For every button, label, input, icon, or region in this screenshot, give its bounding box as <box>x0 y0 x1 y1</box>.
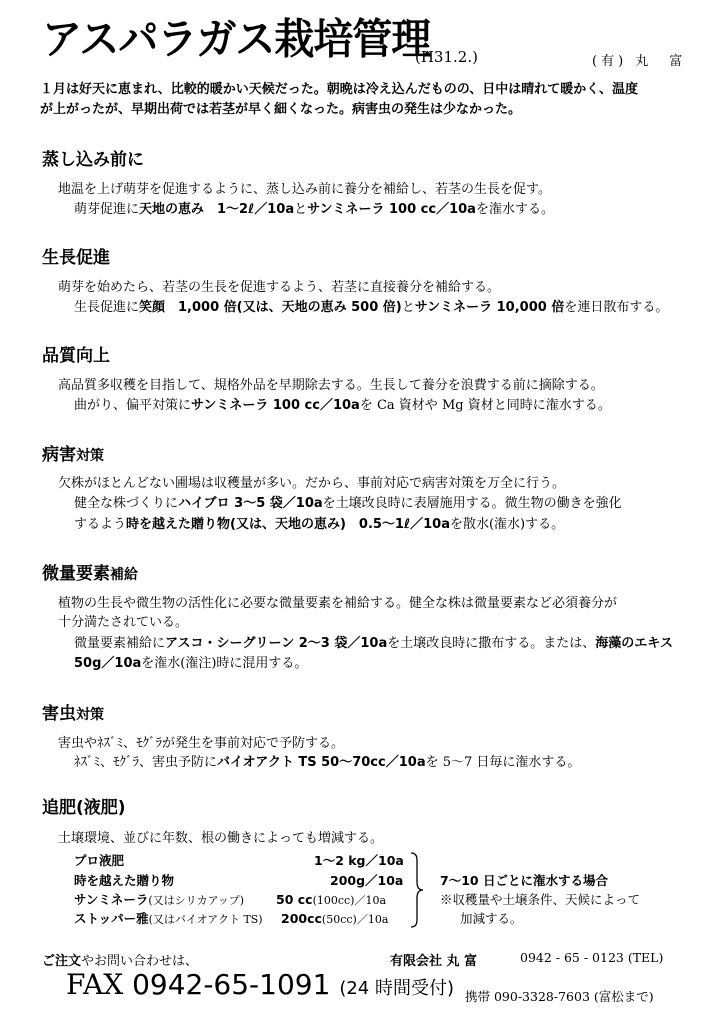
section-heading-quality: 品質向上 <box>42 346 110 366</box>
section-heading-micronutrients: 微量要素補給 <box>42 564 138 584</box>
section-text: 植物の生長や微生物の活性化に必要な微量要素を補給する。健全な株は微量要素など必須養分が <box>58 596 618 611</box>
intro-line: が上がったが、早期出荷では若茎が早く細くなった。病害虫の発生は少なかった。 <box>40 102 522 117</box>
intro-line: １月は好天に恵まれ、比較的暖かい天候だった。朝晩は冷え込んだものの、日中は晴れて暖かく、温度 <box>40 82 639 97</box>
product-highlight: 50g／10a <box>74 656 142 671</box>
right-brace-icon <box>409 852 425 928</box>
product-highlight: サンミネーラ 10,000 倍 <box>414 300 565 315</box>
fertilizer-name: 時を越えた贈り物 <box>74 873 175 888</box>
adjustment-note: 加減する。 <box>460 911 523 926</box>
section-heading-disease: 病害対策 <box>42 445 104 465</box>
company-name-footer: 有限会社 丸 富 <box>390 954 478 969</box>
section-text: 土壌環境、並びに年数、根の働きによっても増減する。 <box>58 831 384 846</box>
fertilizer-amount: 200g／10a <box>330 873 404 888</box>
section-text: 微量要素補給にアスコ・シーグリーン 2～3 袋／10aを土壌改良時に撒布する。または、海藻のエキス <box>74 636 674 651</box>
fertilizer-amount: 1～2 kg／10a <box>314 853 404 868</box>
product-highlight: サンミネーラ 100 cc／10a <box>307 202 476 217</box>
contact-prompt: ご注文やお問い合わせは、 <box>42 954 199 969</box>
company-name-header: (有) 丸 富 <box>592 54 687 69</box>
product-highlight: 天地の恵み 1～2ℓ／10a <box>139 202 295 217</box>
fax-line: FAX 0942-65-1091 (24 時間受付) <box>66 968 454 1001</box>
fertilizer-amount: 50 cc(100cc)／10a <box>276 892 387 907</box>
section-text: 地温を上げ萌芽を促進するように、蒸し込み前に養分を補給し、若茎の生長を促す。 <box>58 182 551 197</box>
section-text: 十分満たされている。 <box>58 615 189 630</box>
section-text: 萌芽促進に天地の恵み 1～2ℓ／10aとサンミネーラ 100 cc／10aを潅水する。 <box>74 202 554 217</box>
issue-date: (H31.2.) <box>415 48 478 66</box>
section-text: 曲がり、偏平対策にサンミネーラ 100 cc／10aを Ca 資材や Mg 資材と同時に潅水する。 <box>74 398 611 413</box>
fax-hours: (24 時間受付) <box>339 978 454 999</box>
product-highlight: 時を越えた贈り物(又は、天地の恵み) 0.5～1ℓ／10a <box>126 517 450 532</box>
section-text: ﾈｽﾞﾐ、ﾓｸﾞﾗ、害虫予防にバイオアクト TS 50～70cc／10aを 5～7 日毎に潅水する。 <box>74 755 581 770</box>
product-highlight: アスコ・シーグリーン 2～3 袋／10a <box>165 636 388 651</box>
section-heading-topdressing: 追肥(液肥) <box>42 798 126 818</box>
fertilizer-amount: 200cc(50cc)／10a <box>281 911 389 926</box>
section-text: 50g／10aを潅水(潅注)時に混用する。 <box>74 656 308 671</box>
section-text: 萌芽を始めたら、若茎の生長を促進するよう、若茎に直接養分を補給する。 <box>58 280 501 295</box>
intro-paragraph <box>40 80 690 120</box>
fertilizer-name: ストッパー雅(又はバイオアクト TS) <box>74 911 263 926</box>
section-text: 生長促進に笑顔 1,000 倍(又は、天地の恵み 500 倍)とサンミネーラ 10,000 倍を連日散布する。 <box>74 300 669 315</box>
section-text: 健全な株づくりにハイブロ 3～5 袋／10aを土壌改良時に表層施用する。微生物の働きを強化 <box>74 496 622 511</box>
product-highlight: サンミネーラ 100 cc／10a <box>191 398 360 413</box>
section-text: 欠株がほとんどない圃場は収穫量が多い。だから、事前対応で病害対策を万全に行う。 <box>58 476 566 491</box>
product-highlight: ハイブロ 3～5 袋／10a <box>178 496 323 511</box>
fertilizer-name: プロ液肥 <box>74 853 125 868</box>
section-heading-pests: 害虫対策 <box>42 704 104 724</box>
page-title: アスパラガス栽培管理 <box>42 15 431 65</box>
product-highlight: バイオアクト TS 50～70cc／10a <box>217 755 426 770</box>
fax-number: 0942-65-1091 <box>132 968 331 1001</box>
watering-interval-note: 7～10 日ごとに潅水する場合 <box>440 873 608 888</box>
section-text: するよう時を越えた贈り物(又は、天地の恵み) 0.5～1ℓ／10aを散水(潅水)する。 <box>74 517 565 532</box>
section-heading-growth: 生長促進 <box>42 248 110 268</box>
section-heading-pre-steaming: 蒸し込み前に <box>42 150 144 170</box>
mobile-number: 携帯 090-3328-7603 (富松まで) <box>465 989 654 1004</box>
product-highlight: 笑顔 1,000 倍(又は、天地の恵み 500 倍) <box>139 300 402 315</box>
section-text: 害虫やﾈｽﾞﾐ、ﾓｸﾞﾗが発生を事前対応で予防する。 <box>58 736 345 751</box>
fertilizer-name: サンミネーラ(又はシリカアップ) <box>74 892 245 907</box>
tel-number: 0942 - 65 - 0123 (TEL) <box>520 950 664 965</box>
section-text: 高品質多収穫を目指して、規格外品を早期除去する。生長して養分を浪費する前に摘除する。 <box>58 378 604 393</box>
product-highlight: 海藻のエキス <box>595 636 674 651</box>
adjustment-note: ※収穫量や土壌条件、天候によって <box>440 892 641 907</box>
